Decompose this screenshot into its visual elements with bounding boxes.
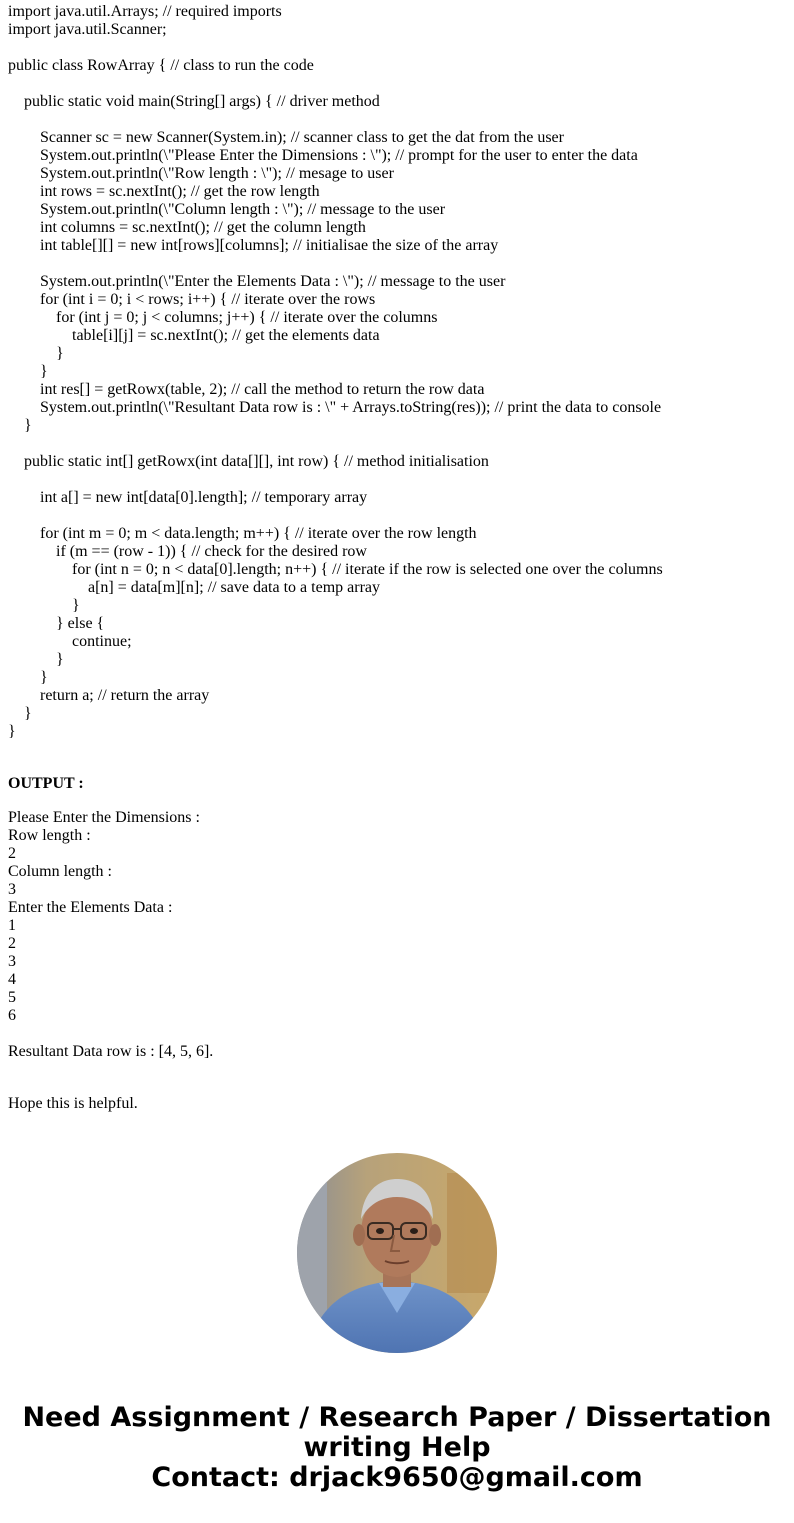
author-portrait-image: [297, 1153, 497, 1353]
answer-document: [8, 3, 788, 1113]
code-blank-line: [8, 507, 788, 525]
code-line: Scanner sc = new Scanner(System.in); // scanner class to get the dat from the user: [8, 129, 564, 146]
code-line: System.out.println(\"Please Enter the Dimensions : \"); // prompt for the user to enter the data: [8, 147, 638, 164]
code-line: }: [8, 597, 80, 614]
output-line: 2: [8, 845, 16, 862]
code-blank-line: [8, 435, 788, 453]
code-line: return a; // return the array: [8, 687, 210, 704]
promo-line-1: Need Assignment / Research Paper / Dissertation: [22, 1402, 772, 1433]
output-heading: OUTPUT :: [8, 775, 84, 792]
promo-contact-line: Contact: drjack9650@gmail.com: [151, 1462, 643, 1493]
output-line: 1: [8, 917, 16, 934]
output-line: 5: [8, 989, 16, 1006]
code-line: System.out.println(\"Row length : \"); // mesage to user: [8, 165, 394, 182]
code-line: if (m == (row - 1)) { // check for the desired row: [8, 543, 367, 560]
code-line: for (int i = 0; i < rows; i++) { // iterate over the rows: [8, 291, 376, 308]
code-line: int columns = sc.nextInt(); // get the column length: [8, 219, 366, 236]
code-line: table[i][j] = sc.nextInt(); // get the elements data: [8, 327, 380, 344]
java-code-block: [8, 3, 788, 741]
code-line: int res[] = getRowx(table, 2); // call the method to return the row data: [8, 381, 485, 398]
code-line: int table[][] = new int[rows][columns]; // initialisae the size of the array: [8, 237, 499, 254]
code-blank-line: [8, 471, 788, 489]
closing-remark: Hope this is helpful.: [8, 1095, 138, 1112]
output-line: Please Enter the Dimensions :: [8, 809, 200, 826]
code-line: import java.util.Arrays; // required imports: [8, 3, 282, 20]
code-line: continue;: [8, 633, 132, 650]
code-line: for (int j = 0; j < columns; j++) { // iterate over the columns: [8, 309, 438, 326]
code-line: a[n] = data[m][n]; // save data to a temp array: [8, 579, 380, 596]
code-line: }: [8, 669, 48, 686]
code-line: public static void main(String[] args) { // driver method: [8, 93, 380, 110]
output-line: 3: [8, 953, 16, 970]
code-line: System.out.println(\"Resultant Data row is : \" + Arrays.toString(res)); // print the data to console: [8, 399, 662, 416]
code-line: }: [8, 363, 48, 380]
code-line: int rows = sc.nextInt(); // get the row length: [8, 183, 320, 200]
output-line: Column length :: [8, 863, 112, 880]
code-line: }: [8, 417, 32, 434]
output-line: Row length :: [8, 827, 91, 844]
code-blank-line: [8, 39, 788, 57]
output-line: Enter the Elements Data :: [8, 899, 173, 916]
code-line: }: [8, 723, 16, 740]
console-output: [8, 809, 788, 1025]
promo-line-2: writing Help: [303, 1432, 491, 1463]
code-line: }: [8, 651, 64, 668]
output-line: 4: [8, 971, 16, 988]
code-blank-line: [8, 255, 788, 273]
code-line: int a[] = new int[data[0].length]; // temporary array: [8, 489, 368, 506]
code-line: }: [8, 345, 64, 362]
code-line: }: [8, 705, 32, 722]
promo-footer: [0, 1403, 794, 1493]
output-line: 3: [8, 881, 16, 898]
code-line: } else {: [8, 615, 105, 632]
author-avatar: [297, 1153, 497, 1353]
code-blank-line: [8, 75, 788, 93]
code-line: import java.util.Scanner;: [8, 21, 167, 38]
code-line: for (int m = 0; m < data.length; m++) { // iterate over the row length: [8, 525, 477, 542]
result-line: Resultant Data row is : [4, 5, 6].: [8, 1043, 214, 1060]
code-line: System.out.println(\"Enter the Elements Data : \"); // message to the user: [8, 273, 506, 290]
code-blank-line: [8, 111, 788, 129]
code-line: public class RowArray { // class to run the code: [8, 57, 314, 74]
code-line: public static int[] getRowx(int data[][], int row) { // method initialisation: [8, 453, 489, 470]
output-line: 2: [8, 935, 16, 952]
output-line: 6: [8, 1007, 16, 1024]
code-line: System.out.println(\"Column length : \"); // message to the user: [8, 201, 446, 218]
code-line: for (int n = 0; n < data[0].length; n++) { // iterate if the row is selected one over the columns: [8, 561, 663, 578]
